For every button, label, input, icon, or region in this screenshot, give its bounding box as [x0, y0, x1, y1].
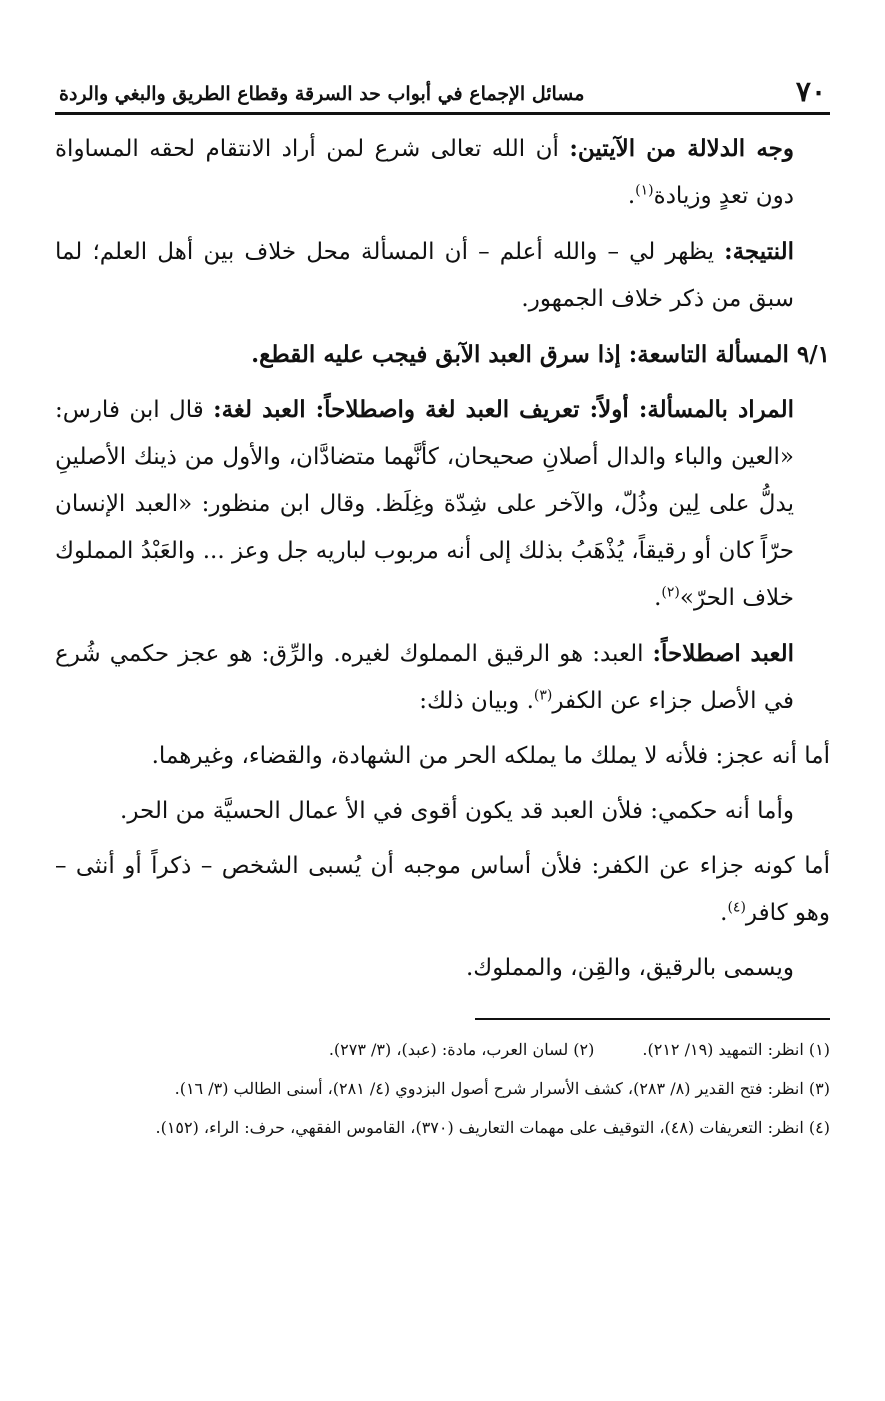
- running-title: مسائل الإجماع في أبواب حد السرقة وقطاع الطريق والبغي والردة: [59, 83, 585, 106]
- paragraph-lead: العبد اصطلاحاً:: [652, 640, 794, 667]
- footnote-row: [55, 1034, 830, 1065]
- footnotes: [55, 1034, 830, 1143]
- paragraph-end: .: [654, 585, 662, 611]
- paragraph-end: .: [720, 900, 728, 926]
- issue-heading: ٩/١ المسألة التاسعة: إذا سرق العبد الآبق فيجب عليه القطع.: [251, 341, 830, 368]
- paragraph-evidence: [55, 125, 830, 220]
- footnote-1: (١) انظر: التمهيد (١٩/ ٢١٢).: [642, 1040, 830, 1059]
- paragraph-lead: وجه الدلالة من الآيتين:: [569, 135, 794, 162]
- paragraph-end: .: [627, 183, 636, 209]
- paragraph-text: قال ابن فارس: «العين والباء والدال أصلانِ صحيحان، كأنَّهما متضادَّان، والأول من ذينك الأصلينِ يدلُّ على لِين وذُلّ، والآخر على شِدّة وغِلَظ. وقال ابن منظور: «العبد الإنسان حرّاً كان أو رقيقاً، يُذْهَبُ بذلك إلى أنه مربوب لباريه جل وعز ... والعَبْدُ المملوك خلاف الحرّ»: [55, 397, 794, 611]
- paragraph-definition-language: [55, 386, 830, 622]
- footnote-3: (٣) انظر: فتح القدير (٨/ ٢٨٣)، كشف الأسرار شرح أصول البزدوي (٤/ ٢٨١)، أسنى الطالب (٣/ ١٦).: [174, 1079, 830, 1098]
- paragraph-lead: النتيجة:: [724, 238, 794, 265]
- paragraph-penalty: [55, 843, 830, 937]
- paragraph-legal-status: وأما أنه حكمي: فلأن العبد قد يكون أقوى في الأ عمال الحسيَّة من الحر.: [120, 798, 794, 824]
- paragraph-conclusion: [55, 228, 830, 323]
- paragraph-names: ويسمى بالرقيق، والقِن، والمملوك.: [465, 955, 794, 981]
- footnote-2: (٢) لسان العرب، مادة: (عبد)، (٣/ ٢٧٣).: [328, 1040, 595, 1059]
- paragraph-text: أما كونه جزاء عن الكفر: فلأن أساس موجبه أن يُسبى الشخص – ذكراً أو أنثى – وهو كافر: [55, 853, 830, 926]
- paragraph-definition-term: [55, 630, 830, 725]
- footnote-ref: (٣): [533, 687, 553, 704]
- paragraph-end: . وبيان ذلك:: [419, 688, 534, 714]
- paragraph-text: العبد: هو الرقيق المملوك لغيره. والرِّق: هو عجز حكمي شُرع في الأصل جزاء عن الكفر: [55, 641, 794, 714]
- paragraph-lead: المراد بالمسألة: أولاً: تعريف العبد لغة واصطلاحاً: العبد لغة:: [213, 396, 794, 423]
- footnote-divider: [475, 1018, 830, 1020]
- page-number: ٧٠: [795, 75, 826, 108]
- footnote-ref: (٢): [661, 584, 680, 601]
- footnote-ref: (١): [635, 182, 654, 199]
- paragraph-incapacity: أما أنه عجز: فلأنه لا يملك ما يملكه الحر من الشهادة، والقضاء، وغيرهما.: [151, 743, 830, 769]
- footnote-4: (٤) انظر: التعريفات (٤٨)، التوقيف على مهمات التعاريف (٣٧٠)، القاموس الفقهي، حرف: الراء، (١٥٢).: [155, 1118, 830, 1137]
- paragraph-text: يظهر لي – والله أعلم – أن المسألة محل خلاف بين أهل العلم؛ لما سبق من ذكر خلاف الجمهور.: [55, 239, 794, 312]
- page-header: [55, 75, 830, 115]
- paragraph-text: أن الله تعالى شرع لمن أراد الانتقام لحقه المساواة دون تعدٍ وزيادة: [55, 136, 794, 209]
- footnote-ref: (٤): [727, 899, 746, 916]
- main-text: [55, 125, 830, 992]
